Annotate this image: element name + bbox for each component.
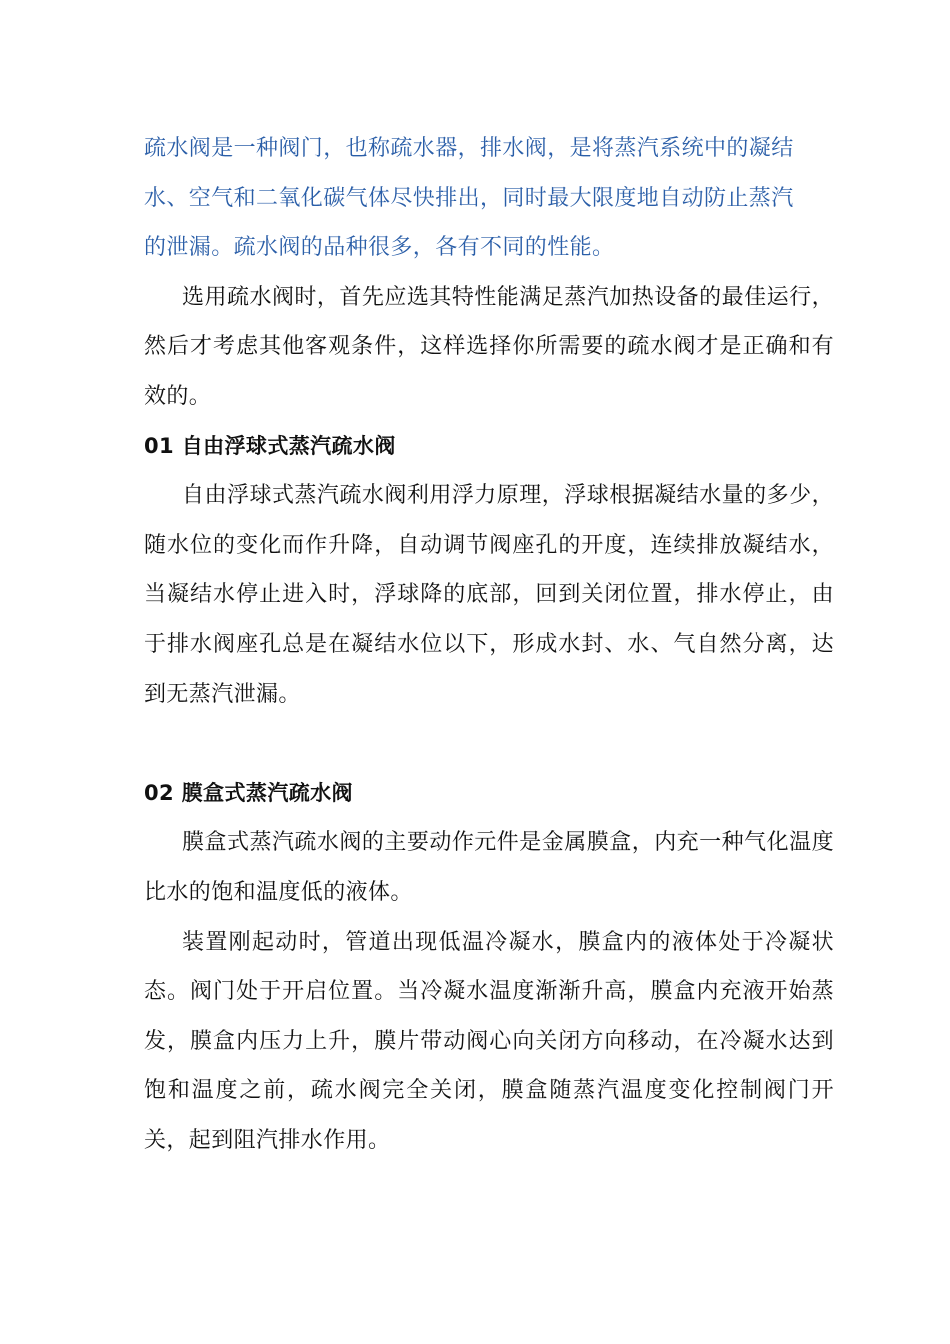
document-body xyxy=(144,124,834,1165)
selection-paragraph: 选用疏水阀时，首先应选其特性能满足蒸汽加热设备的最佳运行，然后才考虑其他客观条件，这样选择你所需要的疏水阀才是正确和有效的。 xyxy=(144,284,834,409)
section-heading-capsule: 02 膜盒式蒸汽疏水阀 xyxy=(144,780,353,805)
float-ball-paragraph: 自由浮球式蒸汽疏水阀利用浮力原理，浮球根据凝结水量的多少，随水位的变化而作升降，自动调节阀座孔的开度，连续排放凝结水，当凝结水停止进入时，浮球降的底部，回到关闭位置，排水停止，由于排水阀座孔总是在凝结水位以下，形成水封、水、气自然分离，达到无蒸汽泄漏。 xyxy=(144,483,834,707)
capsule-paragraph-1: 膜盒式蒸汽疏水阀的主要动作元件是金属膜盒，内充一种气化温度比水的饱和温度低的液体。 xyxy=(144,830,834,905)
section-heading-float-ball: 01 自由浮球式蒸汽疏水阀 xyxy=(144,433,396,458)
capsule-paragraph-2: 装置刚起动时，管道出现低温冷凝水，膜盒内的液体处于冷凝状态。阀门处于开启位置。当冷凝水温度渐渐升高，膜盒内充液开始蒸发，膜盒内压力上升，膜片带动阀心向关闭方向移动，在冷凝水达到饱和温度之前，疏水阀完全关闭，膜盒随蒸汽温度变化控制阀门开关，起到阻汽排水作用。 xyxy=(144,929,834,1153)
blank-line xyxy=(144,719,834,769)
intro-paragraph: 疏水阀是一种阀门，也称疏水器，排水阀，是将蒸汽系统中的凝结水、空气和二氧化碳气体尽快排出，同时最大限度地自动防止蒸汽的泄漏。疏水阀的品种很多，各有不同的性能。 xyxy=(144,136,794,261)
